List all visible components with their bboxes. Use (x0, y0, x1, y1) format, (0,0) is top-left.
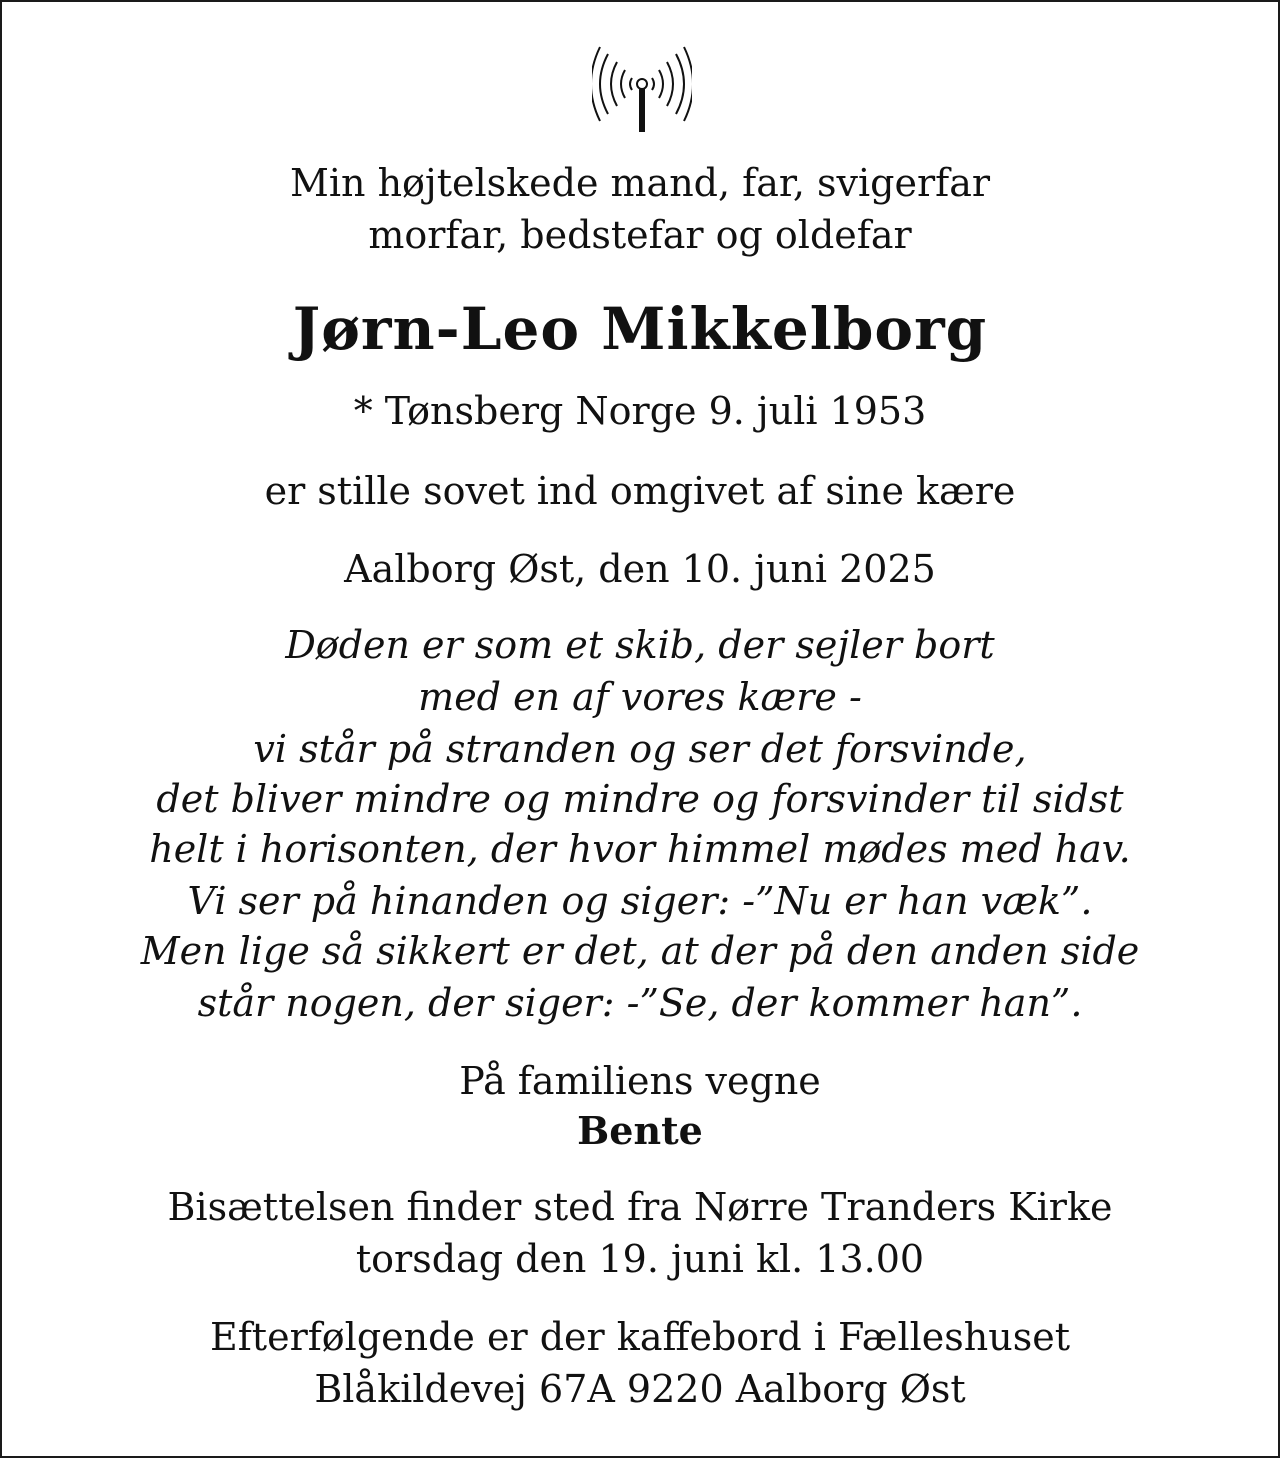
reception-line-1: Efterfølgende er der kaffebord i Fælleshuset (210, 1315, 1070, 1359)
birth-line: * Tønsberg Norge 9. juli 1953 (353, 389, 927, 433)
poem-line: det bliver mindre og mindre og forsvinder til sidst (156, 777, 1124, 821)
radio-antenna-icon (592, 42, 692, 134)
behalf-line: På familiens vegne (459, 1059, 821, 1103)
poem-line: vi står på stranden og ser det forsvinde, (253, 727, 1027, 771)
ceremony-line-2: torsdag den 19. juni kl. 13.00 (355, 1237, 925, 1281)
signer-name: Bente (577, 1108, 703, 1153)
poem-line: Men lige så sikkert er det, at der på den anden side (140, 929, 1140, 973)
reception-line-2: Blåkildevej 67A 9220 Aalborg Øst (314, 1367, 966, 1411)
poem-line: står nogen, der siger: -”Se, der kommer han”. (197, 981, 1083, 1025)
place-date-line: Aalborg Øst, den 10. juni 2025 (344, 547, 936, 591)
poem-line: helt i horisonten, der hvor himmel mødes med hav. (149, 827, 1131, 871)
death-phrase: er stille sovet ind omgivet af sine kære (264, 469, 1016, 513)
deceased-name: Jørn-Leo Mikkelborg (292, 295, 988, 363)
intro-line-1: Min højtelskede mand, far, svigerfar (289, 161, 991, 205)
poem-line: med en af vores kære - (418, 675, 862, 719)
poem-line: Vi ser på hinanden og siger: -”Nu er han væk”. (187, 879, 1093, 923)
poem-line: Døden er som et skib, der sejler bort (285, 623, 995, 667)
intro-line-2: morfar, bedstefar og oldefar (368, 213, 912, 257)
ceremony-line-1: Bisættelsen finder sted fra Nørre Tranders Kirke (167, 1185, 1113, 1229)
